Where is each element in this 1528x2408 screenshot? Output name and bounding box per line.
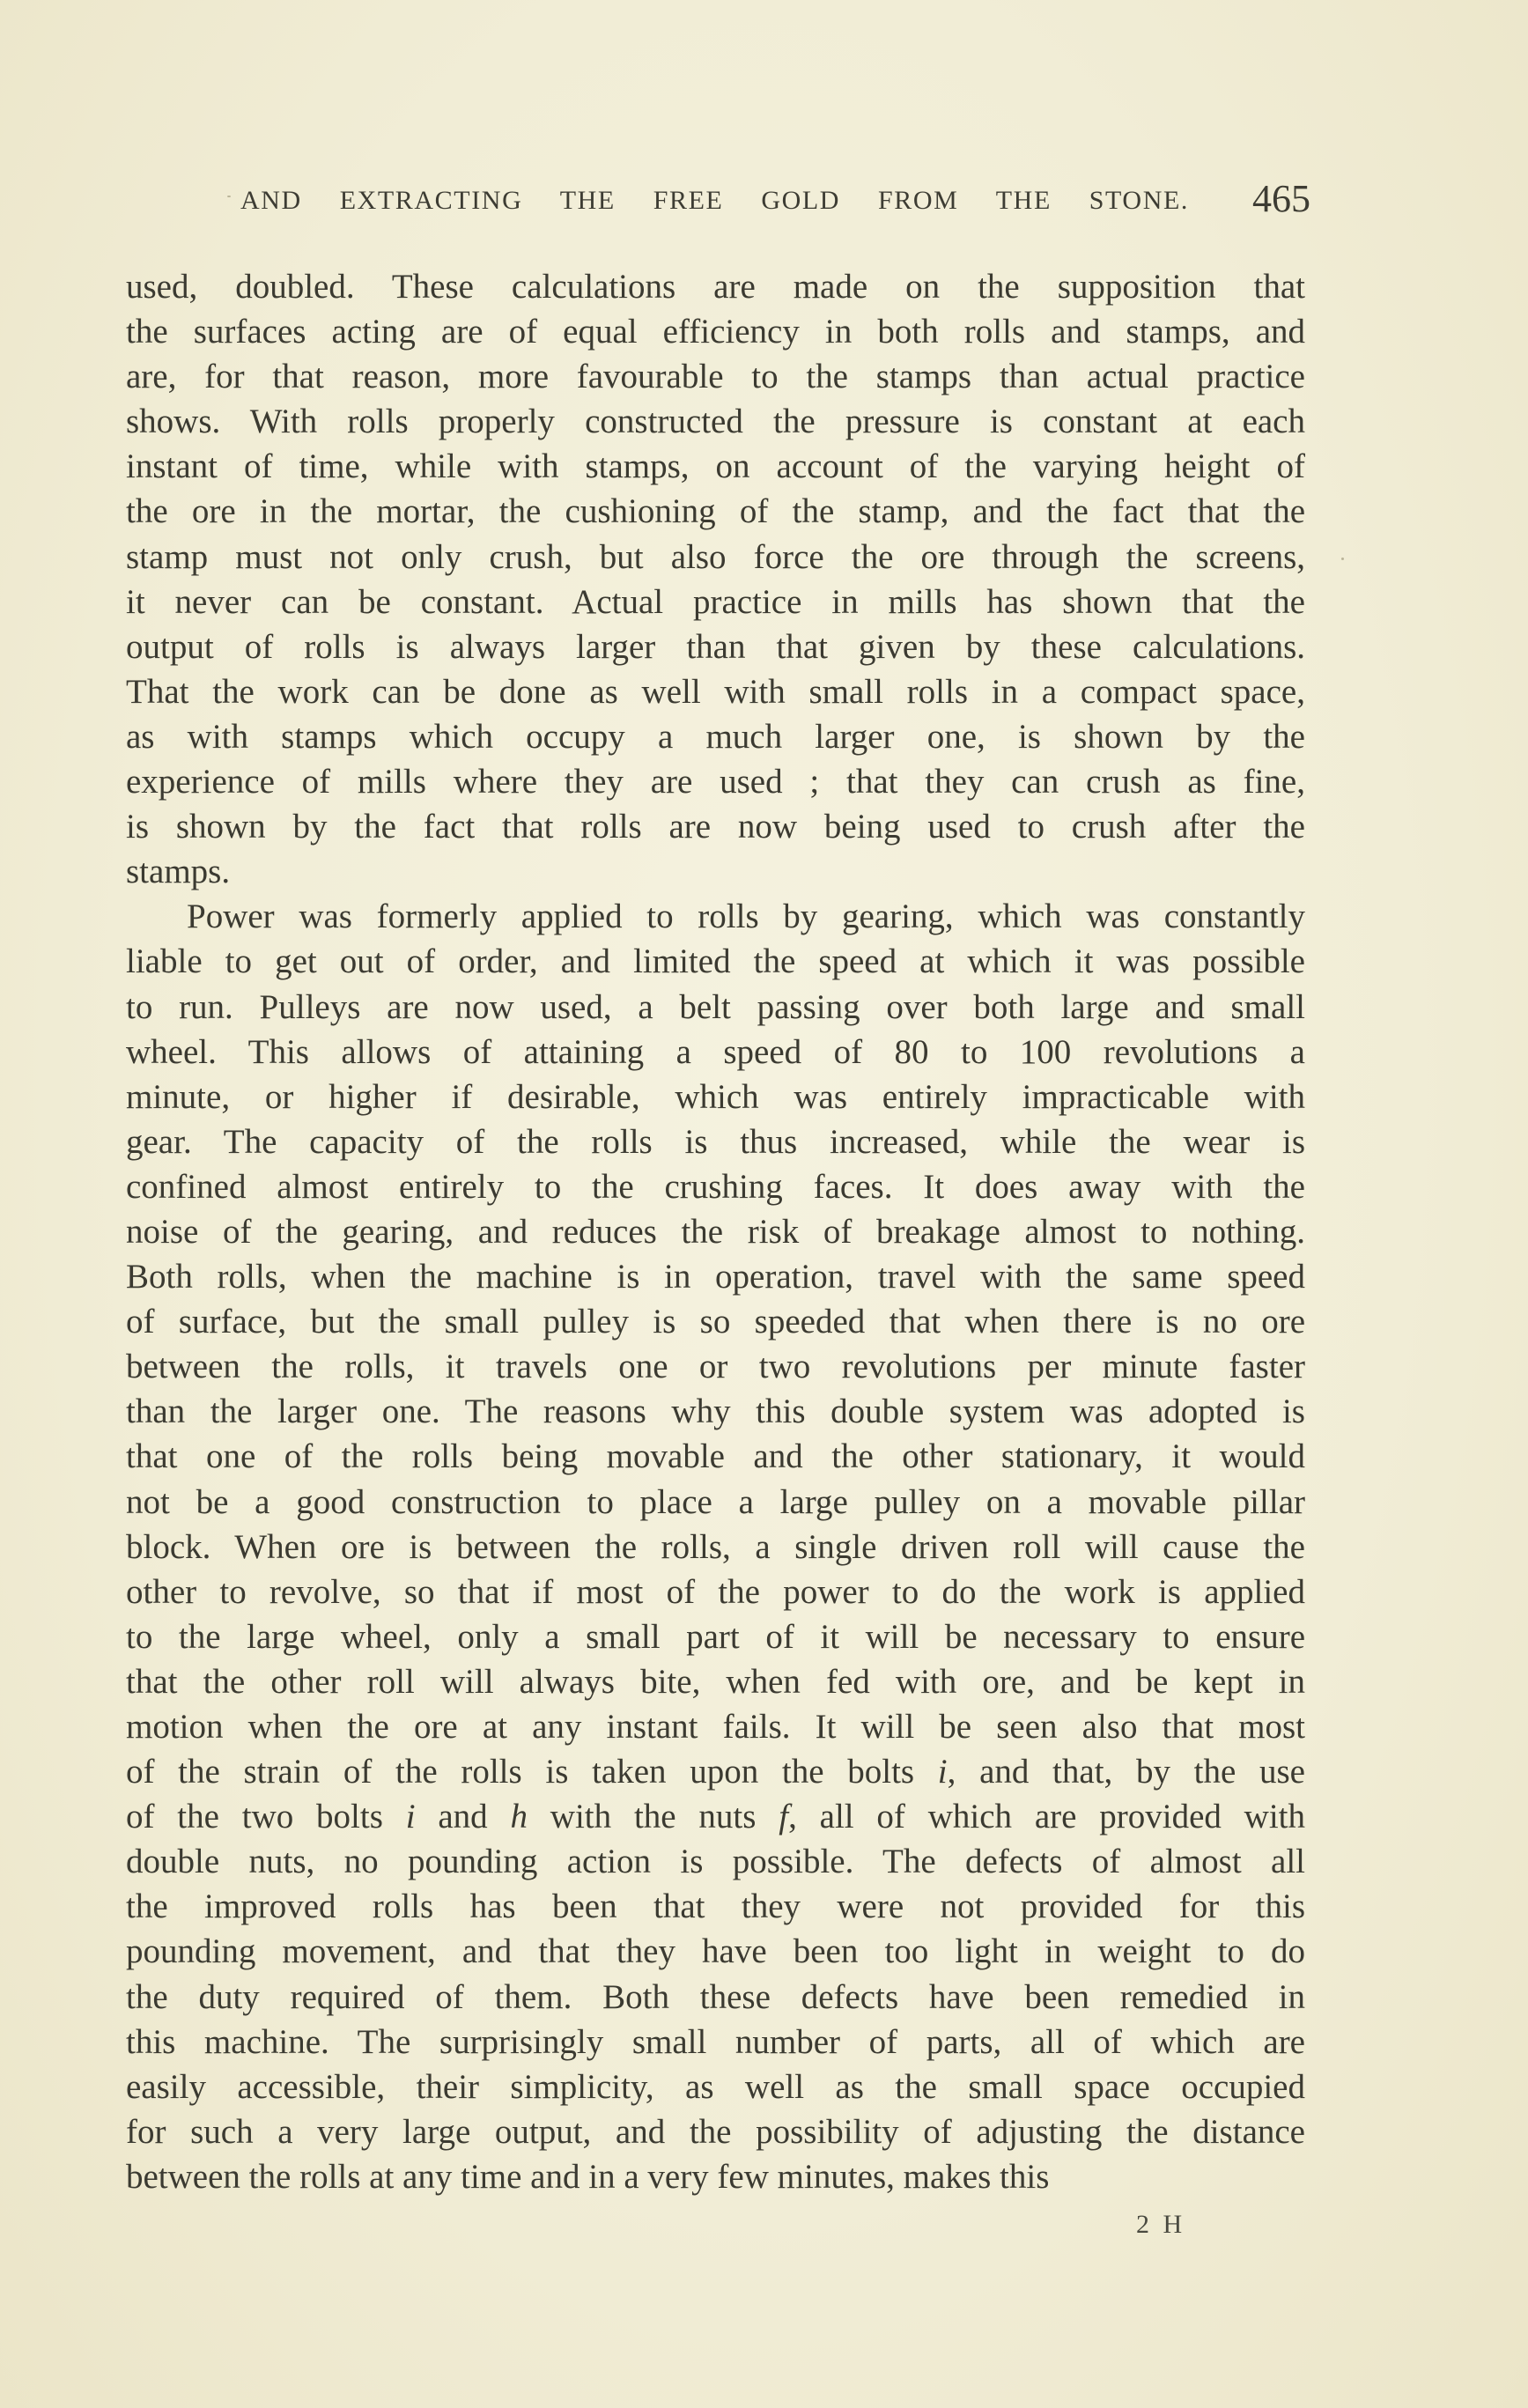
text-line: of the two bolts i and h with the nuts f, all of which are provided with	[126, 1798, 1306, 1836]
text-line: for such a very large output, and the possibility of adjusting the distance	[126, 2112, 1305, 2151]
text-line: wheel. This allows of attaining a speed of 80 to 100 revolutions a	[126, 1032, 1305, 1071]
text-line: stamp must not only crush, but also force the ore through the screens,	[126, 537, 1305, 576]
text-line: of surface, but the small pulley is so speeded that when there is no ore	[126, 1303, 1305, 1341]
text-line: to the large wheel, only a small part of it will be necessary to ensure	[126, 1617, 1305, 1656]
text-line: are, for that reason, more favourable to the stamps than actual practice	[126, 358, 1305, 396]
text-line: not be a good construction to place a large pulley on a movable pillar	[126, 1482, 1305, 1521]
text-line: minute, or higher if desirable, which was entirely impracticable with	[126, 1077, 1305, 1116]
text-line: the ore in the mortar, the cushioning of the stamp, and the fact that the	[126, 492, 1305, 531]
italic-letter: f	[779, 1798, 789, 1836]
text-line: that one of the rolls being movable and the other stationary, it would	[126, 1437, 1305, 1476]
text-line: That the work can be done as well with small rolls in a compact space,	[126, 672, 1305, 711]
text-line: is shown by the fact that rolls are now being used to crush after the	[126, 808, 1305, 846]
paper-speck	[1341, 558, 1344, 560]
text-line: liable to get out of order, and limited the speed at which it was possible	[126, 942, 1305, 981]
text-line: Both rolls, when the machine is in operation, travel with the same speed	[126, 1258, 1305, 1296]
running-head: AND EXTRACTING THE FREE GOLD FROM THE STONE.	[240, 186, 1189, 215]
text-line: double nuts, no pounding action is possible. The defects of almost all	[126, 1843, 1305, 1881]
text-line: used, doubled. These calculations are made on the supposition that	[126, 268, 1305, 306]
text-line: the improved rolls has been that they were not provided for this	[126, 1887, 1305, 1926]
italic-letter: i	[937, 1753, 948, 1791]
text-line: shows. With rolls properly constructed the pressure is constant at each	[126, 403, 1305, 441]
body-text	[126, 264, 1305, 2199]
text-line: block. When ore is between the rolls, a single driven roll will cause the	[126, 1527, 1305, 1566]
text-line: it never can be constant. Actual practice in mills has shown that the	[126, 582, 1305, 621]
text-line: pounding movement, and that they have been too light in weight to do	[126, 1932, 1305, 1971]
text-line: the duty required of them. Both these defects have been remedied in	[126, 1977, 1305, 2016]
text-line: output of rolls is always larger than that given by these calculations.	[126, 627, 1305, 666]
text-line: the surfaces acting are of equal efficiency in both rolls and stamps, and	[126, 313, 1305, 351]
text-line: of the strain of the rolls is taken upon the bolts i, and that, by the use	[126, 1753, 1305, 1791]
paragraph	[126, 264, 1305, 894]
text-line: noise of the gearing, and reduces the risk of breakage almost to nothing.	[126, 1212, 1305, 1251]
text-line: confined almost entirely to the crushing faces. It does away with the	[126, 1167, 1305, 1206]
italic-letter: i	[405, 1798, 416, 1836]
signature-mark: 2 H	[1136, 2210, 1186, 2239]
text-line: to run. Pulleys are now used, a belt passing over both large and small	[126, 987, 1305, 1026]
text-line: easily accessible, their simplicity, as well as the small space occupied	[126, 2067, 1305, 2106]
text-line: motion when the ore at any instant fails. It will be seen also that most	[126, 1708, 1305, 1746]
text-line: that the other roll will always bite, when fed with ore, and be kept in	[126, 1662, 1305, 1701]
text-line: between the rolls at any time and in a very few minutes, makes this	[126, 2157, 1050, 2196]
text-line: experience of mills where they are used ; that they can crush as fine,	[126, 763, 1305, 801]
page-number: 465	[1252, 177, 1310, 220]
text-line: instant of time, while with stamps, on account of the varying height of	[126, 447, 1305, 486]
text-line: between the rolls, it travels one or two revolutions per minute faster	[126, 1348, 1305, 1386]
paragraph	[126, 894, 1305, 2199]
italic-letter: h	[510, 1798, 528, 1836]
text-line: this machine. The surprisingly small number of parts, all of which are	[126, 2022, 1305, 2061]
text-line: Power was formerly applied to rolls by gearing, which was constantly	[187, 897, 1305, 936]
text-line: as with stamps which occupy a much larger one, is shown by the	[126, 717, 1305, 756]
paper-speck	[227, 196, 231, 197]
text-line: other to revolve, so that if most of the power to do the work is applied	[126, 1572, 1305, 1611]
text-line: than the larger one. The reasons why this double system was adopted is	[126, 1392, 1305, 1431]
text-line: gear. The capacity of the rolls is thus increased, while the wear is	[126, 1122, 1305, 1161]
text-line: stamps.	[126, 853, 231, 891]
